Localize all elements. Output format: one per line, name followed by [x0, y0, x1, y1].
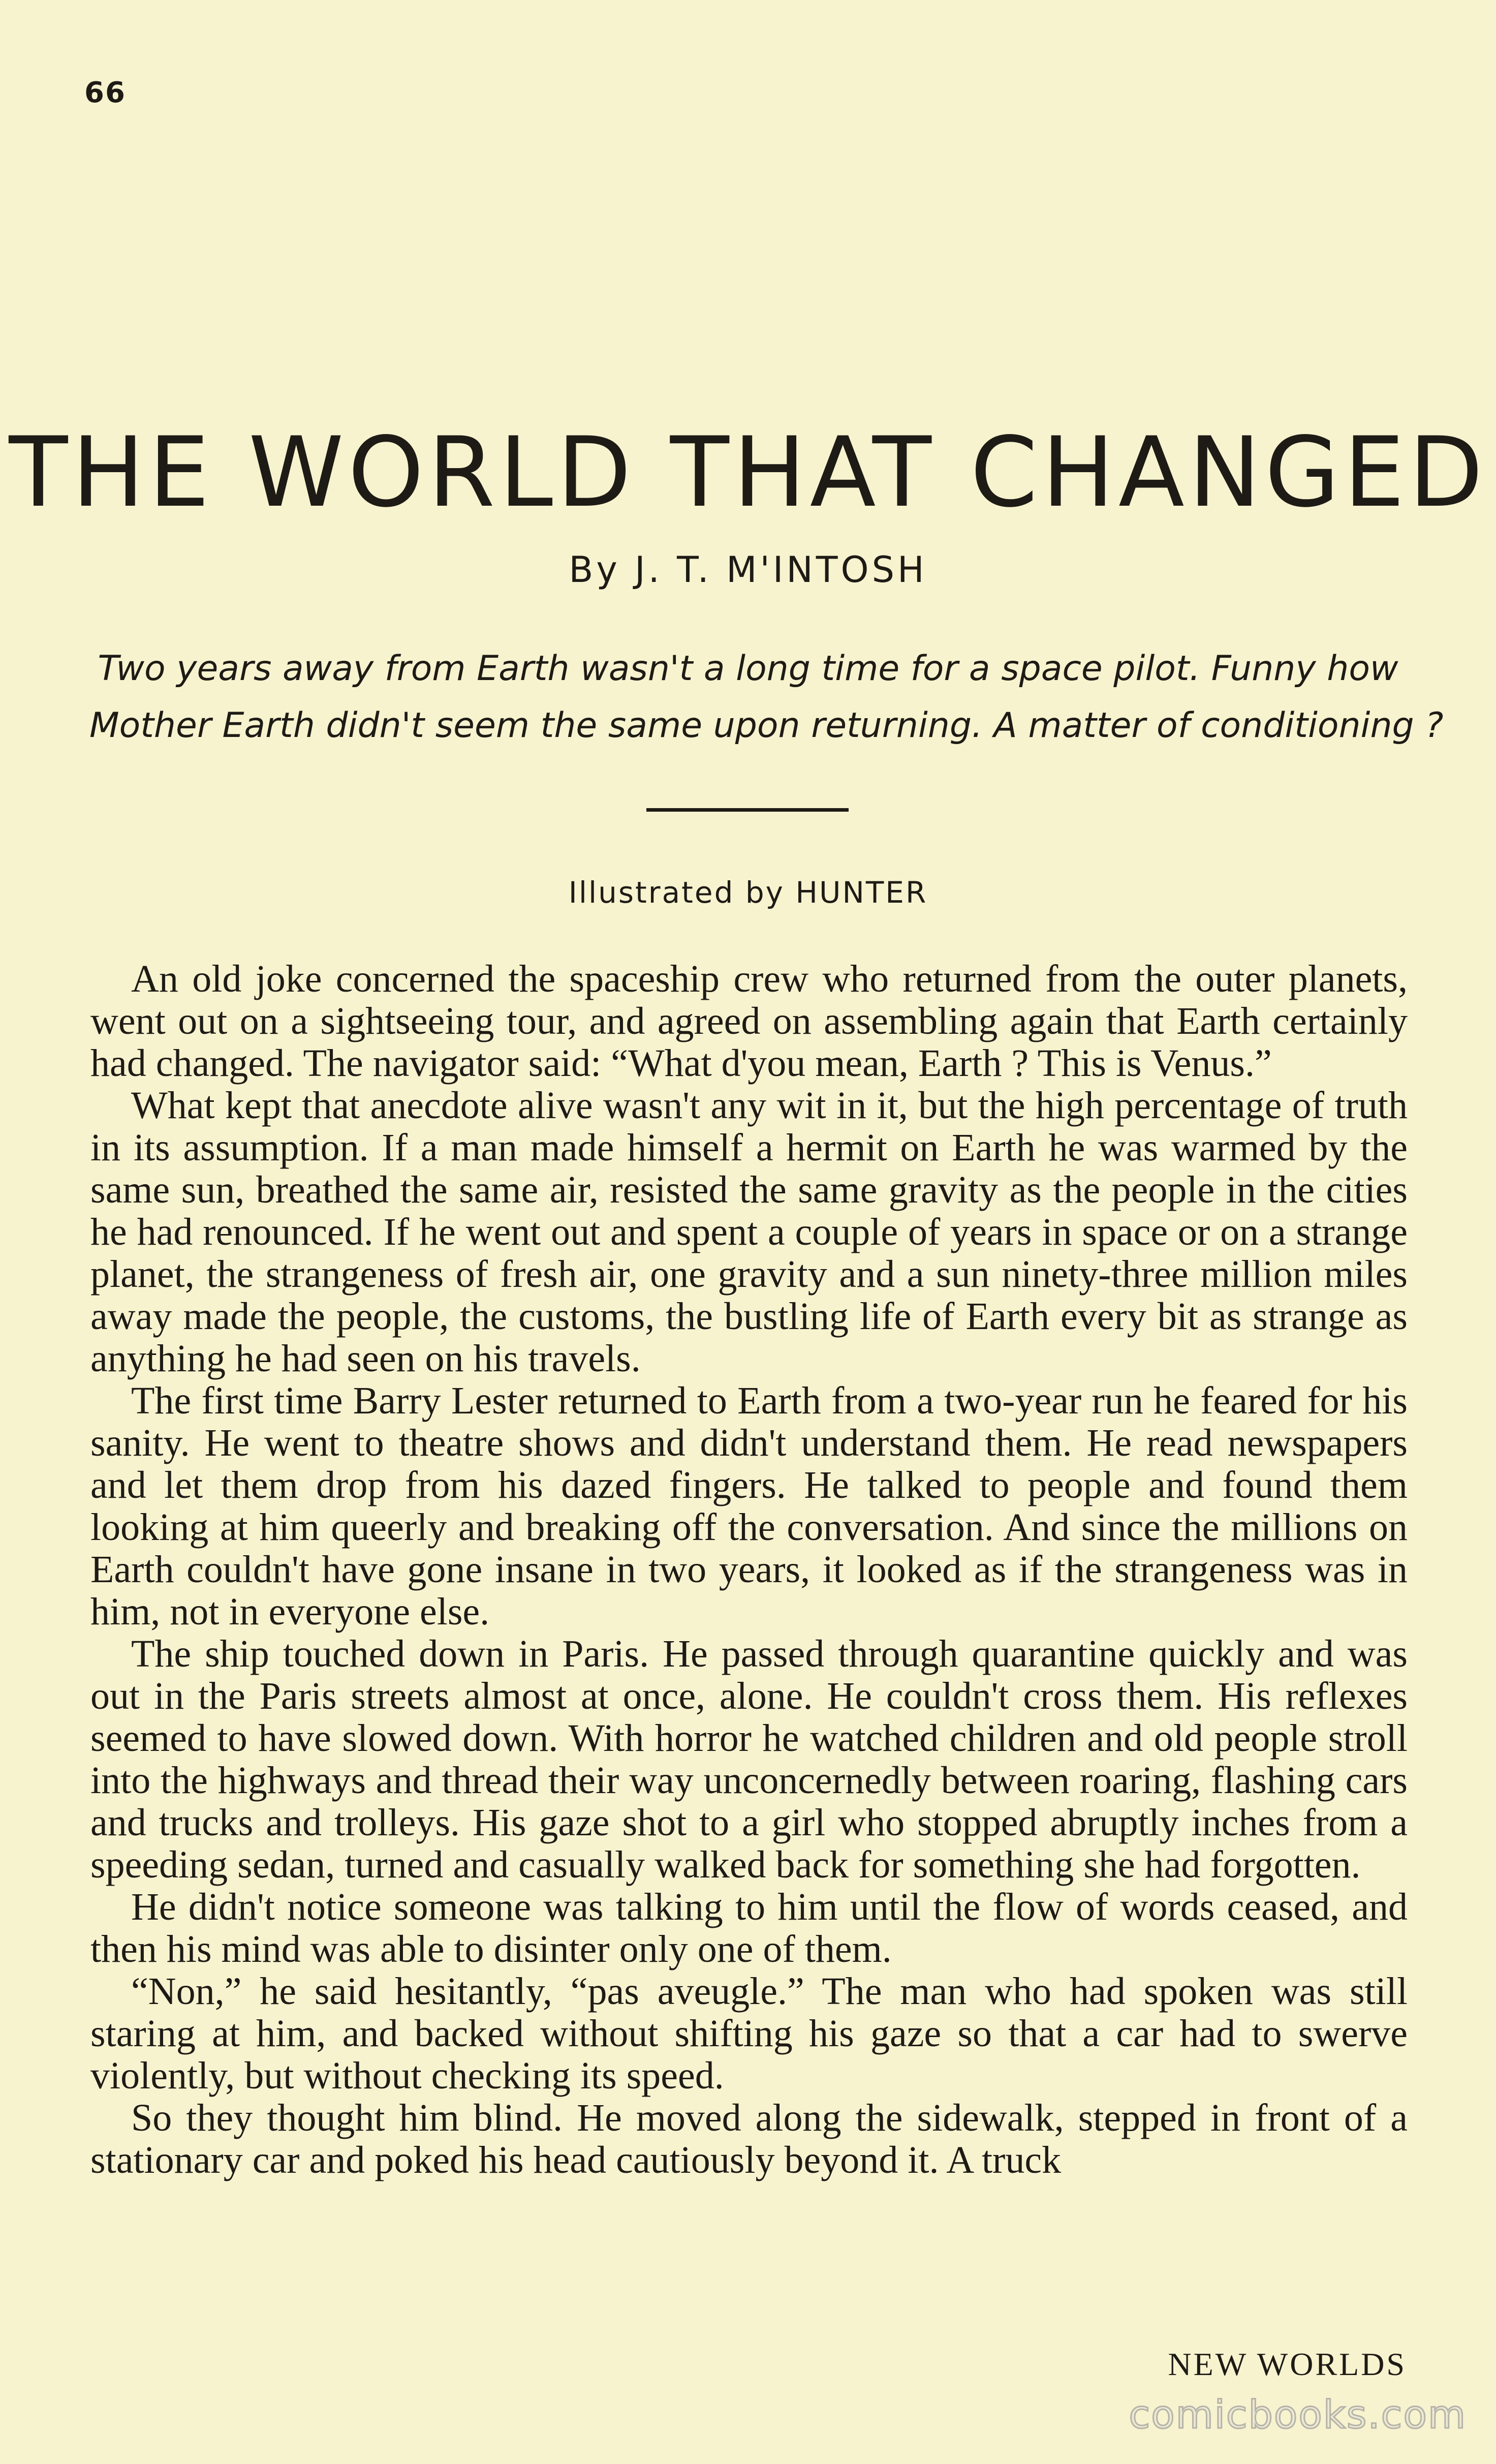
- body-paragraph: So they thought him blind. He moved along the sidewalk, stepped in front of a stationary car and poked his head cautiously beyond it. A truck: [90, 2097, 1408, 2181]
- article-body: [90, 958, 1408, 2181]
- author-byline: By J. T. M'INTOSH: [569, 549, 927, 591]
- body-paragraph: “Non,” he said hesitantly, “pas aveugle.” The man who had spoken was still staring at him, and backed without shifting his gaze so that a car had to swerve violently, but without checking its speed.: [90, 1970, 1408, 2097]
- page-number: 66: [84, 76, 126, 109]
- section-divider: [646, 808, 849, 812]
- article-subtitle: [89, 640, 1444, 754]
- magazine-footer: NEW WORLDS: [1168, 2346, 1407, 2382]
- illustrator-credit: Illustrated by HUNTER: [568, 875, 928, 910]
- body-paragraph: What kept that anecdote alive wasn't any wit in it, but the high percentage of truth in its assumption. If a man made himself a hermit on Earth he was warmed by the same sun, breathed the same air, resisted the same gravity as the people in the cities he had renounced. If he went out and spent a couple of years in space or on a strange planet, the strangeness of fresh air, one gravity and a sun ninety-three million miles away made the people, the customs, the bustling life of Earth every bit as strange as anything he had seen on his travels.: [90, 1084, 1408, 1380]
- watermark: comicbooks.com: [1129, 2392, 1467, 2437]
- body-paragraph: He didn't notice someone was talking to him until the flow of words ceased, and then his mind was able to disinter only one of them.: [90, 1886, 1408, 1970]
- body-paragraph: The ship touched down in Paris. He passed through quarantine quickly and was out in the Paris streets almost at once, alone. He couldn't cross them. His reflexes seemed to have slowed down. With horror he watched children and old people stroll into the highways and thread their way unconcernedly between roaring, flashing cars and trucks and trolleys. His gaze shot to a girl who stopped abruptly inches from a speeding sedan, turned and casually walked back for something she had forgotten.: [90, 1633, 1408, 1886]
- body-paragraph: The first time Barry Lester returned to Earth from a two-year run he feared for his sanity. He went to theatre shows and didn't understand them. He read newspapers and let them drop from his dazed fingers. He talked to people and found them looking at him queerly and breaking off the conversation. And since the millions on Earth couldn't have gone insane in two years, it looked as if the strangeness was in him, not in everyone else.: [90, 1379, 1408, 1633]
- subtitle-line: Mother Earth didn't seem the same upon returning. A matter of conditioning ?: [89, 705, 1444, 746]
- article-title: THE WORLD THAT CHANGED: [9, 416, 1487, 529]
- body-paragraph: An old joke concerned the spaceship crew who returned from the outer planets, went out on a sightseeing tour, and agreed on assembling again that Earth certainly had changed. The navigator said: “What d'you mean, Earth ? This is Venus.”: [90, 958, 1408, 1085]
- subtitle-line: Two years away from Earth wasn't a long time for a space pilot. Funny how: [98, 649, 1398, 689]
